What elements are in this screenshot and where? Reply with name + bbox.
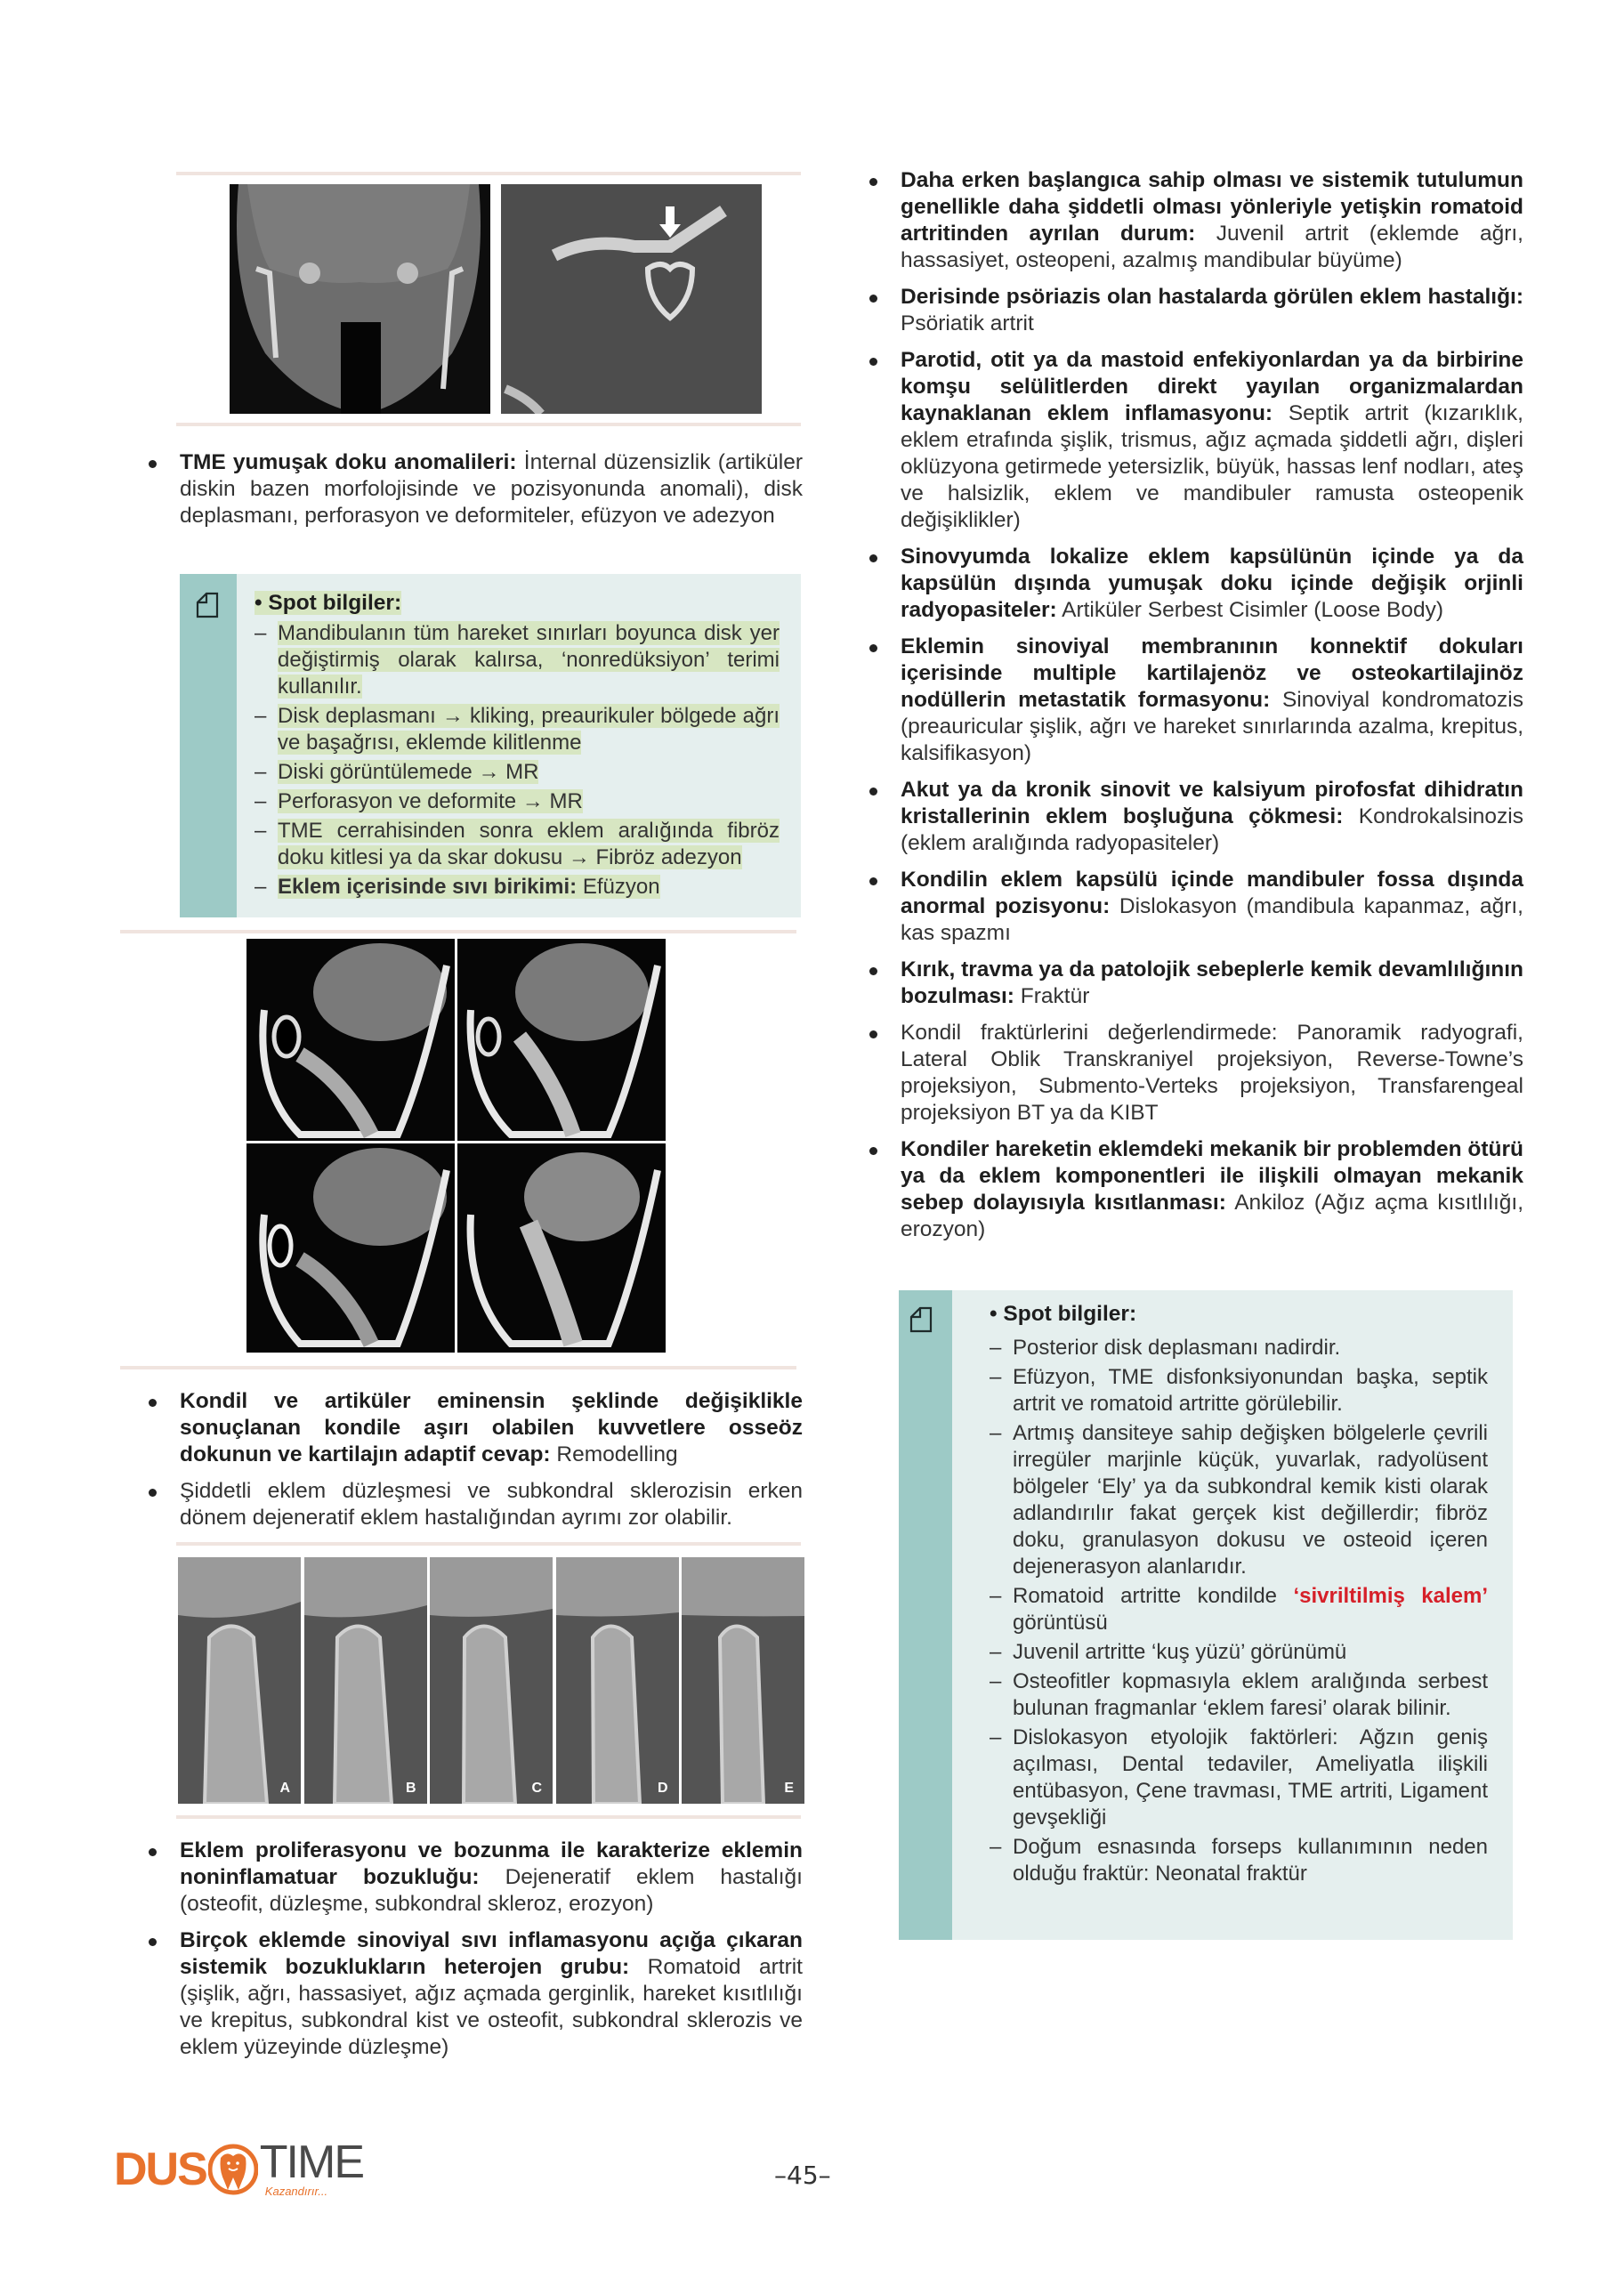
spot-box-list xyxy=(255,620,780,901)
bullet-remodelling xyxy=(135,1388,803,1468)
term: TME yumuşak doku anomalileri: xyxy=(180,450,517,474)
highlighted-text xyxy=(278,760,538,784)
spot-info-box xyxy=(180,574,801,917)
item-text: görüntüsü xyxy=(1013,1611,1108,1635)
condyle-panel-image xyxy=(430,1557,553,1804)
dustime-logo xyxy=(114,2137,364,2198)
spot-item xyxy=(255,874,780,901)
mri-image xyxy=(457,1143,666,1353)
definition: Şiddetli eklem düzleşmesi ve subkondral sklerozisin erken dönem dejeneratif eklem hastalığından ayrımı zor olabilir. xyxy=(180,1479,803,1530)
condyle-figure-row xyxy=(178,1557,804,1804)
logo-tagline: Kazandırır... xyxy=(264,2185,328,2198)
mri-image xyxy=(246,1143,455,1353)
item-text: Perforasyon ve deformite → MR xyxy=(278,789,583,813)
item-text: Artmış dansiteye sahip değişken bölgelerle çevrili irregüler marjinle küçük, yuvarlak, radyolüsent bölgeler ‘Ely’ ya da subkondral kemik kisti olarak adlandırılır fakat gerçek kist değillerdir; fibröz doku, granulasyon dokusu ve osteoid içeren dejenerasyon alanlarıdır. xyxy=(1013,1421,1488,1579)
highlighted-text xyxy=(278,875,660,899)
term: Akut ya da kronik sinovit ve kalsiyum pirofosfat dihidratın kristallerinin eklem boşluğuna çökmesi: xyxy=(901,778,1523,828)
definition: Kondil fraktürlerini değerlendirmede: Panoramik radyografi, Lateral Oblik Transkraniyel projeksiyon, Reverse-Towne’s projeksiyon, Submento-Verteks projeksiyon, Transfarengeal projeksiyon BT ya da KIBT xyxy=(901,1021,1523,1125)
bullet-item xyxy=(856,1020,1523,1127)
item-text: Romatoid artritte kondilde xyxy=(1013,1584,1294,1608)
definition: İnternal düzensizlik (artiküler diskin bazen morfolojisinde ve pozisyonunda anomali), disk deplasmanı, perforasyon ve deformiteler, efüzyon ve adezyon xyxy=(180,450,803,528)
bullet-item xyxy=(856,1136,1523,1243)
item-text: Efüzyon, TME disfonksiyonundan başka, septik artrit ve romatoid artritte görülebilir. xyxy=(1013,1365,1488,1416)
term: Eklemin sinoviyal membranının konnektif dokuları içerisinde multiple kartilajenöz ve osteokartilajinöz nodüllerin metastatik formasyonu: xyxy=(901,634,1523,712)
spot-item xyxy=(255,818,780,871)
logo-text-right: TIME xyxy=(259,2137,364,2188)
panel-label: A xyxy=(279,1781,290,1796)
spot-box-heading: • Spot bilgiler: xyxy=(990,1302,1137,1326)
emphasis-text: ‘sivriltilmiş kalem’ xyxy=(1293,1584,1488,1608)
spot-item xyxy=(990,1583,1488,1636)
term: Kondilin eklem kapsülü içinde mandibuler fossa dışında anormal pozisyonu: xyxy=(901,868,1523,918)
highlighted-text xyxy=(278,819,780,869)
divider xyxy=(176,423,801,426)
definition: Kondrokalsinozis (eklem aralığında radyopasiteler) xyxy=(901,804,1523,855)
definition: Psöriatik artrit xyxy=(901,311,1034,335)
panel-label: B xyxy=(405,1781,416,1796)
bullet-item xyxy=(856,957,1523,1010)
panel-label: C xyxy=(531,1781,542,1796)
definition: Septik artrit (kızarıklık, eklem etrafında şişlik, trismus, ağız açmada şiddetli ağrı, dişleri oklüzyona getirmede yetersizlik, büyük, hassas lenf nodları, ateş ve halsizlik, eklem ve mandibuler ramusta osteopenik değişiklikler) xyxy=(901,401,1523,532)
definition: Romatoid artrit (şişlik, ağrı, hassasiyet, ağız açmada gerginlik, hareket kısıtlılığı ve krepitus, subkondral kist ve osteofit, subkondral sklerozis ve eklem yüzeyinde düzleşme) xyxy=(180,1955,803,2059)
item-text: Disk deplasmanı → kliking, preaurikuler bölgede ağrı ve başağrısı, eklemde kilitlenme xyxy=(278,704,780,755)
bullet-item xyxy=(856,777,1523,857)
ct-sagittal-image xyxy=(501,184,762,414)
ct-coronal-image xyxy=(230,184,490,414)
definition: Juvenil artrit (eklemde ağrı, hassasiyet, osteopeni, azalmış mandibular büyüme) xyxy=(901,222,1523,272)
panel-label: E xyxy=(784,1781,794,1796)
definition: Ankiloz (Ağız açma kısıtlılığı, erozyon) xyxy=(901,1191,1523,1241)
highlighted-text xyxy=(278,789,583,813)
term: Eklem içerisinde sıvı birikimi: xyxy=(278,875,578,899)
note-page-icon xyxy=(196,592,219,618)
term: Kondiler hareketin eklemdeki mekanik bir problemden ötürü ya da eklem komponentleri ile ilişkili olmayan mekanik sebep dolayısıyla kısıtlanması: xyxy=(901,1137,1523,1215)
tooth-logo-icon xyxy=(208,2142,258,2197)
item-text: Dislokasyon etyolojik faktörleri: Ağzın geniş açılması, Dental tedaviler, Ameliyatla ilişkili entübasyon, Çene travması, TME artriti, Ligament gevşekliği xyxy=(1013,1725,1488,1830)
highlighted-text xyxy=(278,704,780,755)
spot-info-box xyxy=(899,1290,1513,1940)
mri-image xyxy=(246,939,455,1141)
spot-item xyxy=(990,1420,1488,1580)
spot-item xyxy=(990,1668,1488,1722)
bullet-item xyxy=(856,544,1523,624)
spot-box-heading: • Spot bilgiler: xyxy=(255,591,402,615)
spot-item xyxy=(990,1834,1488,1887)
item-text: Osteofitler kopmasıyla eklem aralığında serbest bulunan fragmanlar ‘eklem faresi’ olarak bilinir. xyxy=(1013,1669,1488,1720)
mri-image xyxy=(457,939,666,1141)
bullet-flattening-note xyxy=(135,1478,803,1531)
definition: Artiküler Serbest Cisimler (Loose Body) xyxy=(1056,598,1444,622)
definition: Dislokasyon (mandibula kapanmaz, ağrı, kas spazmı xyxy=(901,894,1523,945)
spot-item xyxy=(255,759,780,786)
bullet-item xyxy=(856,347,1523,534)
page-number: –45– xyxy=(774,2161,831,2190)
condyle-panel-image xyxy=(682,1557,804,1804)
spot-box-accent-bar xyxy=(180,574,237,917)
condyle-panel-image xyxy=(178,1557,301,1804)
condyle-panel-image xyxy=(304,1557,427,1804)
spot-item xyxy=(990,1335,1488,1361)
bullet-rheumatoid xyxy=(135,1927,803,2061)
bullet-item xyxy=(856,634,1523,767)
left-bullets-bottom xyxy=(135,1838,803,2071)
right-bullets xyxy=(856,167,1523,1253)
term: Sinovyumda lokalize eklem kapsülünün içinde ya da kapsülün dışında yumuşak doku içinde değişik orjinli radyopasiteler: xyxy=(901,545,1523,622)
note-page-icon xyxy=(909,1306,933,1333)
item-text: Diski görüntülemede → MR xyxy=(278,760,539,784)
term: Kondil ve artiküler eminensin şeklinde değişiklikle sonuçlanan kondile aşırı olabilen kuvvetlere osseöz dokunun ve kartilajın adaptif cevap: xyxy=(180,1389,803,1466)
item-text: Efüzyon xyxy=(577,875,660,899)
term: Birçok eklemde sinoviyal sıvı inflamasyonu açığa çıkaran sistemik bozuklukların heterojen grubu: xyxy=(180,1928,803,1979)
definition: Dejeneratif eklem hastalığı (osteofit, düzleşme, subkondral skleroz, erozyon) xyxy=(180,1865,803,1916)
bullet-item xyxy=(856,284,1523,337)
term: Eklem proliferasyonu ve bozunma ile karakterize eklemin noninflamatuar bozukluğu: xyxy=(180,1838,803,1889)
divider xyxy=(120,1366,796,1369)
mri-figure-grid xyxy=(246,939,668,1360)
bullet-item xyxy=(856,167,1523,274)
left-bullets-top xyxy=(135,449,803,539)
item-text: TME cerrahisinden sonra eklem aralığında fibröz doku kitlesi ya da skar dokusu → Fibröz adezyon xyxy=(278,819,780,869)
term: Derisinde psöriazis olan hastalarda görülen eklem hastalığı: xyxy=(901,285,1523,309)
divider xyxy=(176,1815,801,1819)
spot-item xyxy=(255,703,780,756)
panel-label: D xyxy=(657,1781,668,1796)
condyle-panel-image xyxy=(556,1557,679,1804)
term: Daha erken başlangıca sahip olması ve sistemik tutulumun genellikle daha şiddetli olması yönleriyle yetişkin romatoid artritinden ayrılan durum: xyxy=(901,168,1523,246)
spot-item xyxy=(255,788,780,815)
bullet-degenerative xyxy=(135,1838,803,1918)
spot-box-accent-bar xyxy=(899,1290,952,1940)
bullet-item xyxy=(856,867,1523,947)
spot-item xyxy=(990,1364,1488,1418)
definition: Fraktür xyxy=(1014,984,1090,1008)
definition: Remodelling xyxy=(550,1442,678,1466)
divider xyxy=(176,1542,801,1546)
spot-box-list xyxy=(990,1335,1488,1887)
highlighted-text xyxy=(278,621,780,699)
logo-text-left: DUS xyxy=(114,2143,206,2195)
item-text: Posterior disk deplasmanı nadirdir. xyxy=(1013,1336,1341,1360)
spot-item xyxy=(990,1725,1488,1831)
bullet-tme-soft-tissue xyxy=(135,449,803,529)
item-text: Juvenil artritte ‘kuş yüzü’ görünümü xyxy=(1013,1640,1347,1664)
spot-item xyxy=(255,620,780,700)
item-text: Doğum esnasında forseps kullanımının neden olduğu fraktür: Neonatal fraktür xyxy=(1013,1835,1488,1886)
definition: Sinoviyal kondromatozis (preauricular şişlik, ağrı ve hareket sınırlarında azalma, krepitus, kalsifikasyon) xyxy=(901,688,1523,765)
item-text: Mandibulanın tüm hareket sınırları boyunca disk yer değiştirmiş olarak kalırsa, ‘nonredüksiyon’ terimi kullanılır. xyxy=(278,621,780,699)
divider xyxy=(176,172,801,175)
term: Kırık, travma ya da patolojik sebeplerle kemik devamlılığının bozulması: xyxy=(901,957,1523,1008)
term: Parotid, otit ya da mastoid enfekiyonlardan ya da birbirine komşu selülitlerden direkt yayılan organizmalardan kaynaklanan eklem inflamasyonu: xyxy=(901,348,1523,425)
down-arrow-icon xyxy=(666,206,675,226)
spot-item xyxy=(990,1639,1488,1666)
left-bullets-middle xyxy=(135,1388,803,1541)
divider xyxy=(120,930,796,933)
